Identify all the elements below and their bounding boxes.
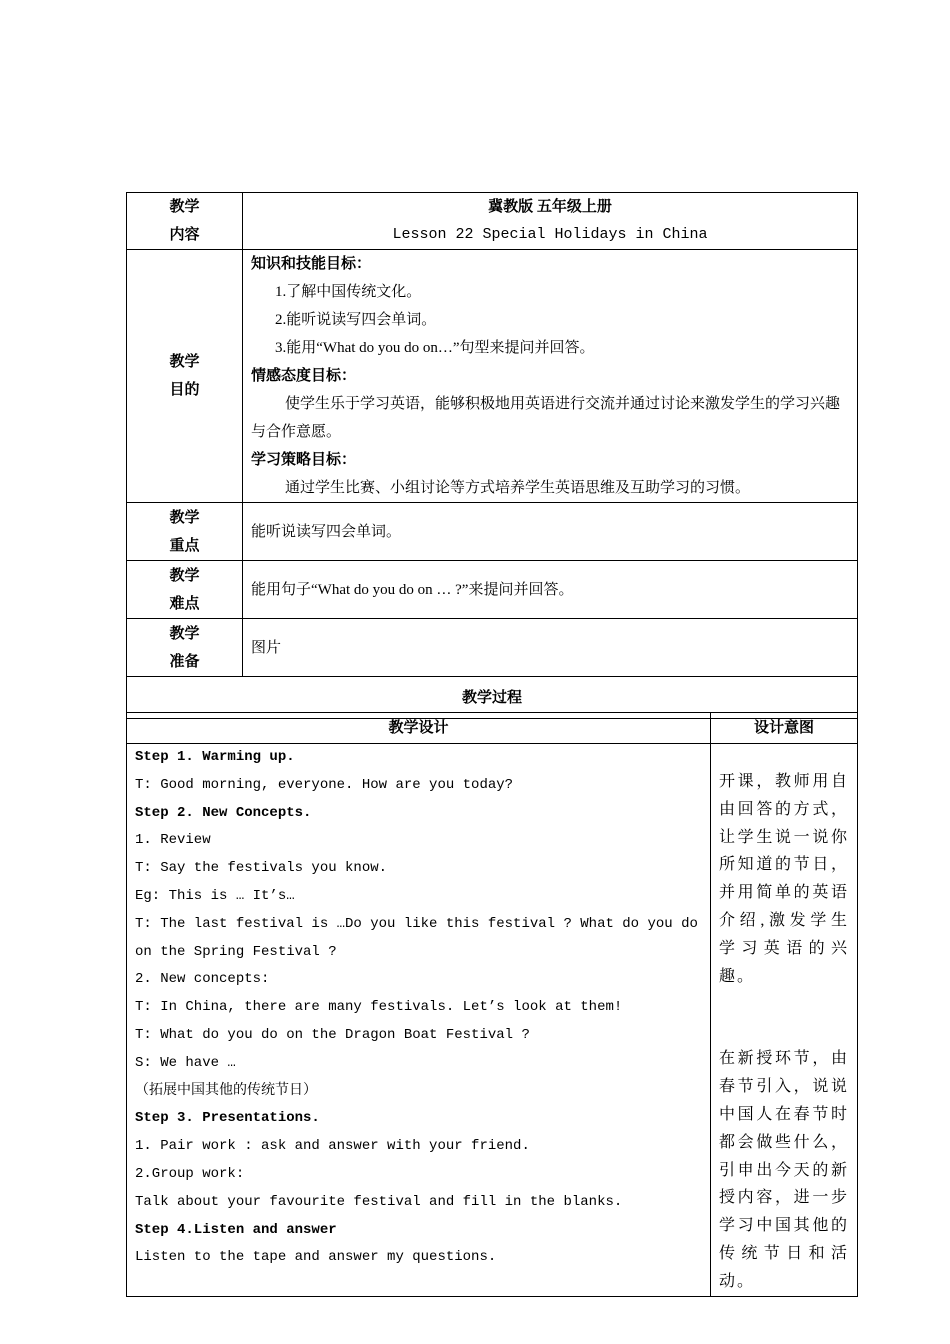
design-line: Listen to the tape and answer my questions.: [135, 1249, 497, 1266]
content-row: [127, 193, 858, 250]
key-text: 能听说读写四会单词。: [243, 503, 858, 561]
col-design-header: 教学设计: [127, 713, 711, 744]
design-line: 1. Pair work : ask and answer with your friend.: [135, 1138, 530, 1155]
attitude-heading: 情感态度目标：: [251, 368, 357, 384]
design-line: 2. New concepts:: [135, 971, 270, 988]
intent-cell: [711, 744, 858, 1297]
design-cell: [127, 744, 711, 1297]
key-row: [127, 503, 858, 561]
step-heading: Step 2. New Concepts.: [135, 804, 312, 821]
design-line: T: Good morning, everyone. How are you today?: [135, 776, 514, 793]
design-line: 2.Group work:: [135, 1165, 245, 1182]
prep-text: 图片: [243, 619, 858, 677]
difficulty-text: 能用句子“What do you do on … ?”来提问并回答。: [243, 561, 858, 619]
key-label: 教学 重点: [127, 503, 243, 561]
difficulty-label: 教学 难点: [127, 561, 243, 619]
intent-gap: [719, 990, 849, 1045]
prep-label: 教学 准备: [127, 619, 243, 677]
design-line: T: Say the festivals you know.: [135, 860, 388, 877]
col-intent-header: 设计意图: [711, 713, 858, 744]
knowledge-item: 2.能听说读写四会单词。: [275, 312, 437, 328]
design-line: T: What do you do on the Dragon Boat Festival ?: [135, 1026, 530, 1043]
knowledge-item: 1.了解中国传统文化。: [275, 284, 422, 300]
goal-label: 教学 目的: [127, 250, 243, 503]
design-line: T: The last festival is …Do you like this festival ? What do you do on the Spring Festival ?: [135, 915, 698, 960]
intent-text-1: 开课，教师用自由回答的方式，让学生说一说你所知道的节日，并用简单的英语介绍,激发学生学习英语的兴趣。: [719, 773, 849, 985]
intent-text-2: 在新授环节，由春节引入，说说中国人在春节时都会做些什么，引申出今天的新授内容，进一步学习中国其他的传统节日和活动。: [719, 1050, 849, 1290]
goal-cell: [243, 250, 858, 503]
content-label: 教学 内容: [127, 193, 243, 250]
process-header-row: [127, 713, 858, 744]
lesson-info-table: [126, 192, 858, 719]
design-line: S: We have …: [135, 1054, 236, 1071]
process-heading: 教学过程: [127, 677, 858, 719]
step-heading: Step 3. Presentations.: [135, 1110, 320, 1127]
design-line: T: In China, there are many festivals. Let’s look at them!: [135, 999, 623, 1016]
process-table: [126, 712, 858, 1297]
content-cell: [243, 193, 858, 250]
design-line: 1. Review: [135, 832, 211, 849]
process-body-row: [127, 744, 858, 1297]
step-heading: Step 1. Warming up.: [135, 749, 295, 765]
design-line: （拓展中国其他的传统节日）: [135, 1082, 317, 1099]
knowledge-item: 3.能用“What do you do on…”句型来提问并回答。: [275, 340, 595, 356]
strategy-heading: 学习策略目标：: [251, 452, 357, 468]
prep-row: [127, 619, 858, 677]
knowledge-heading: 知识和技能目标：: [251, 256, 372, 272]
strategy-text: 通过学生比赛、小组讨论等方式培养学生英语思维及互助学习的习惯。: [285, 480, 751, 496]
textbook-title: 冀教版 五年级上册: [488, 199, 612, 215]
lesson-title: Lesson 22 Special Holidays in China: [392, 226, 708, 243]
design-lines: [135, 744, 702, 1272]
step-heading: Step 4.Listen and answer: [135, 1221, 337, 1238]
attitude-text: 使学生乐于学习英语，能够积极地用英语进行交流并通过讨论来激发学生的学习兴趣与合作意愿。: [251, 396, 841, 440]
design-line: Eg: This is … It’s…: [135, 887, 295, 904]
difficulty-row: [127, 561, 858, 619]
goal-row: [127, 250, 858, 503]
design-line: Talk about your favourite festival and fill in the blanks.: [135, 1193, 623, 1210]
